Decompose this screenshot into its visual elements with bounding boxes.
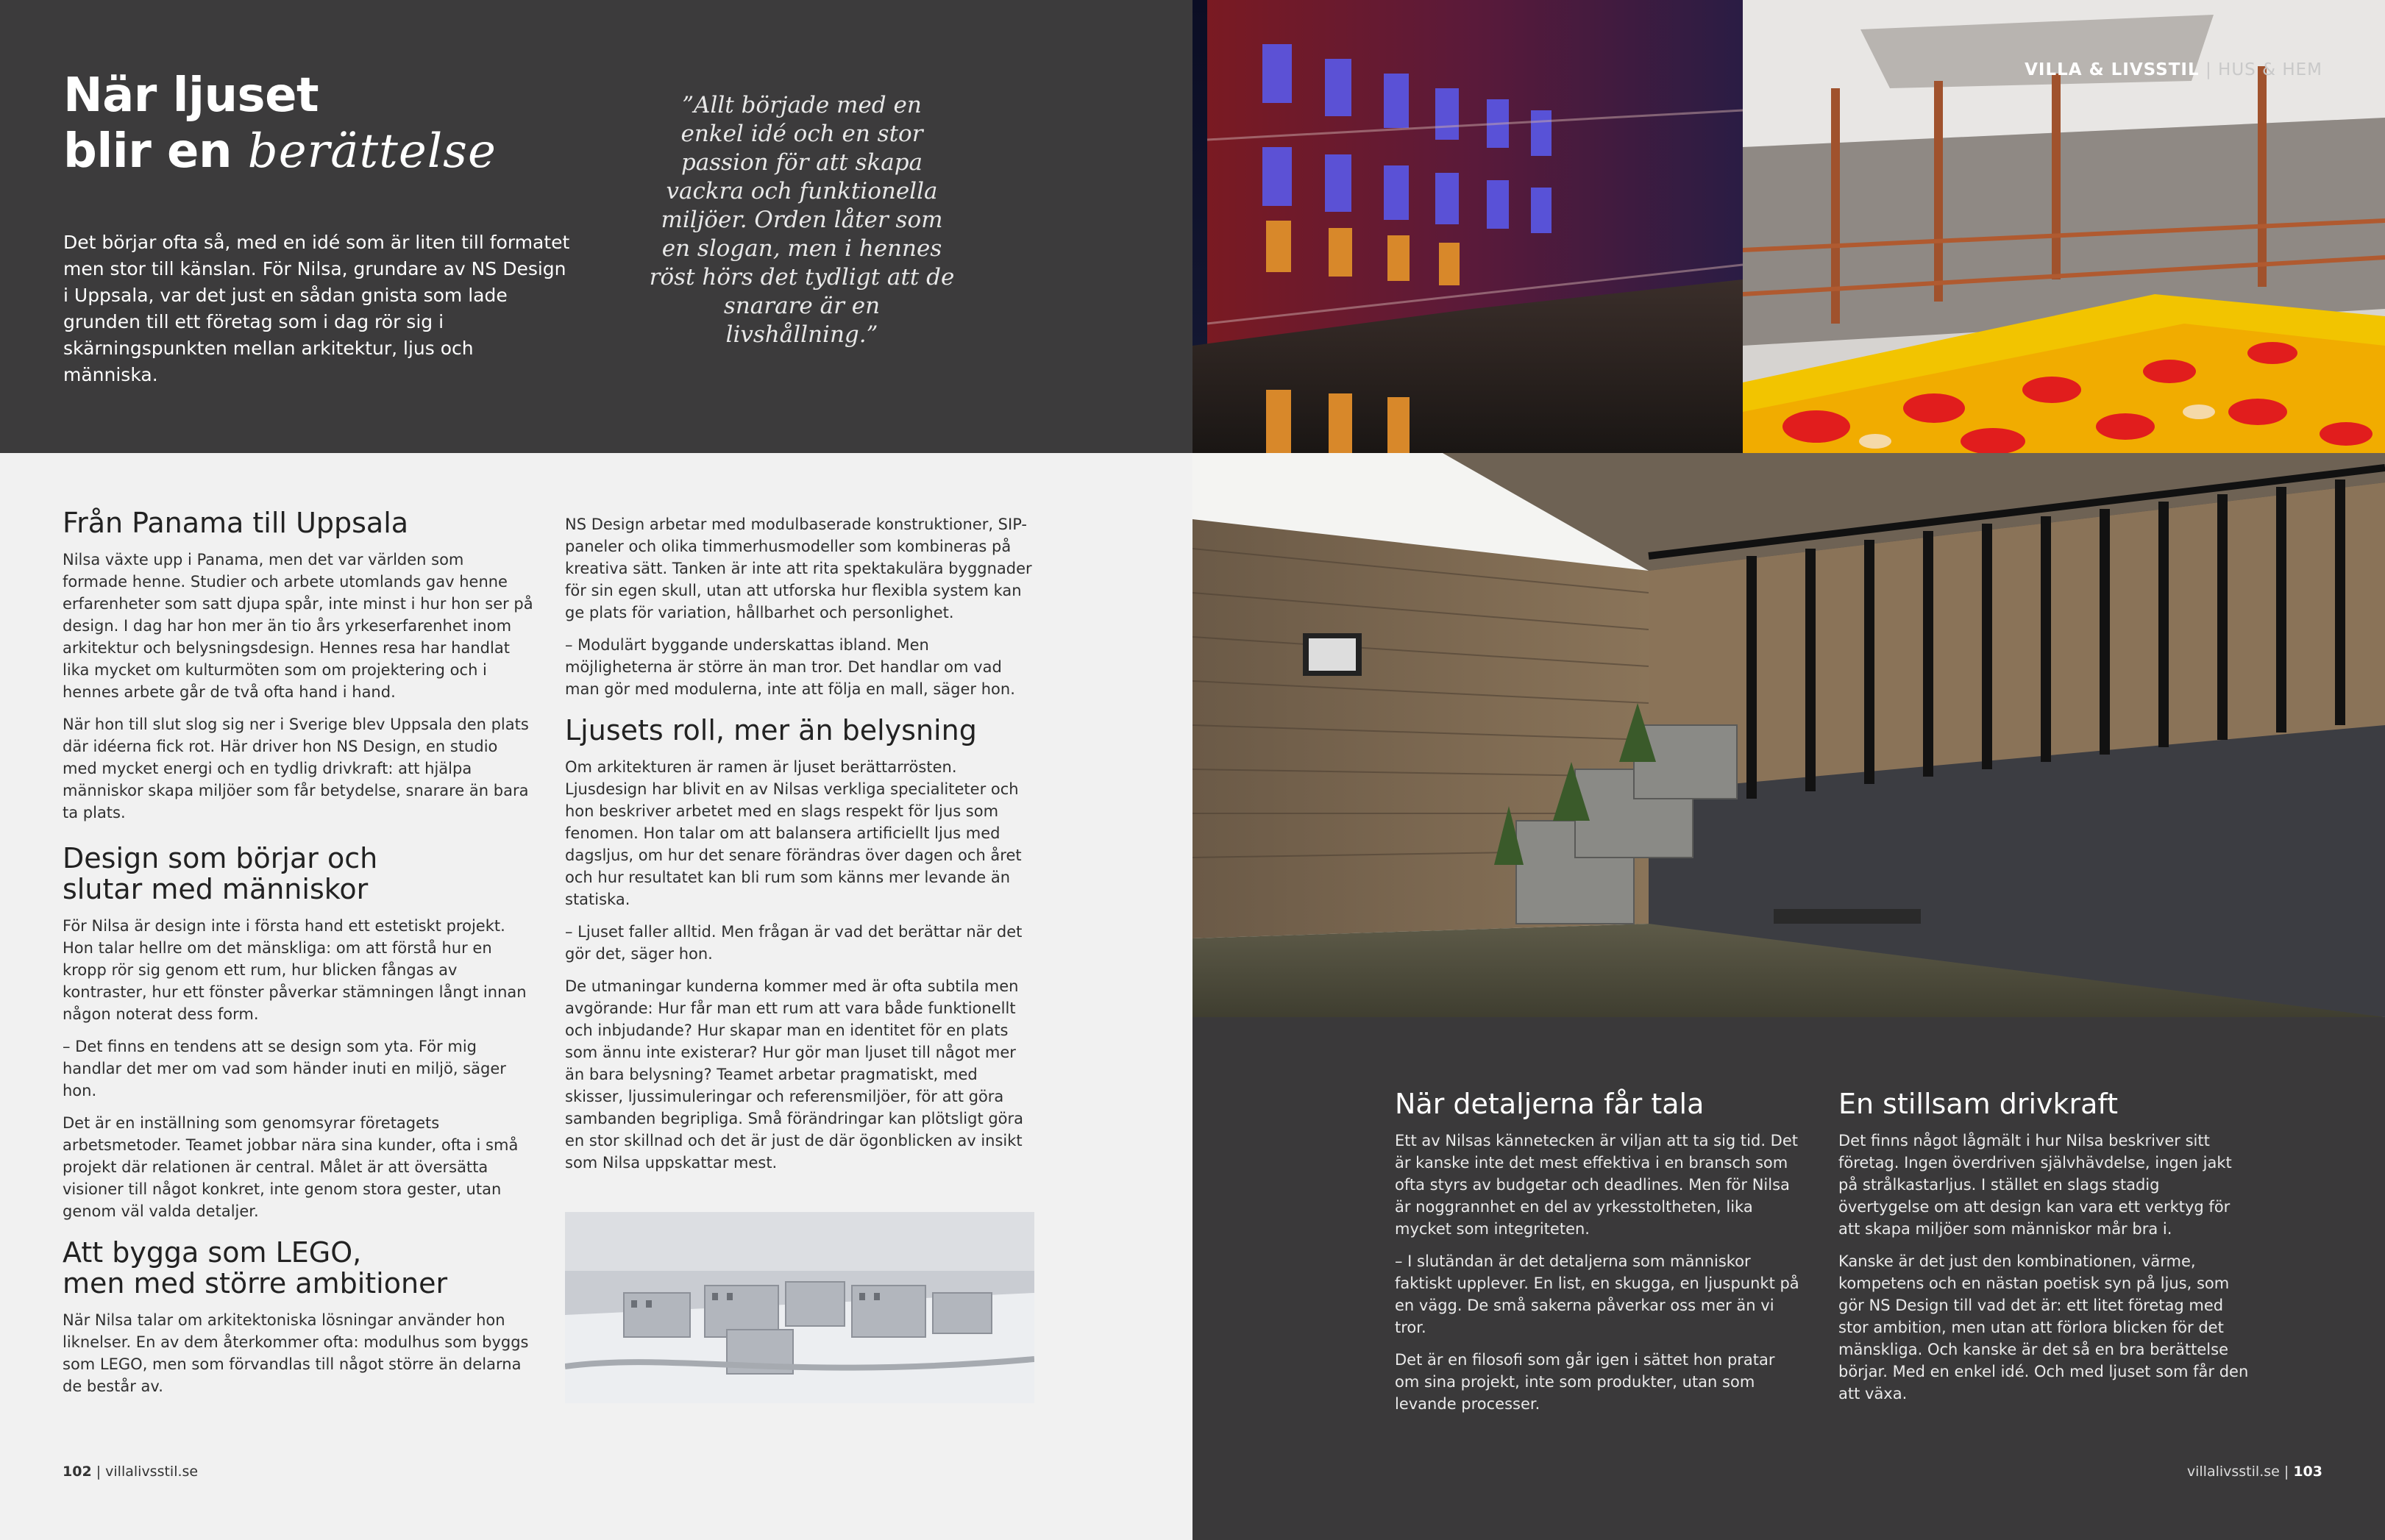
headline-line-1: När ljuset: [63, 68, 319, 123]
building-render-image: [1192, 453, 2385, 1017]
paragraph: De utmaningar kunderna kommer med är ofta subtila men avgörande: Hur får man ett rum att vara både funktionellt och inbjudande? Hur skapar man en identitet för en plats som ännu inte existerar? Hur gör man ljuset till något mer än bara belysning? Teamet arbetar pragmatiskt, med skisser, ljussimuleringar och referensmiljöer, för att göra sambanden begripliga. Små förändringar kan plötsligt göra en stor skillnad och det är just de där ögonblicken av insikt som Nilsa uppskattar mest.: [565, 977, 1024, 1172]
section-label-bold: VILLA & LIVSSTIL: [2025, 60, 2200, 79]
paragraph: För Nilsa är design inte i första hand ett estetiskt projekt. Hon talar hellre om det mänskliga: om att förstå hur en kropp rör sig genom ett rum, hur blicken fångas av kontraster, hur ett fönster påverkar stämningen långt innan någon noterat dess form.: [63, 917, 527, 1023]
headline: [63, 68, 497, 179]
headline-line-2: blir en berättelse: [63, 124, 497, 179]
paragraph: Om arkitekturen är ramen är ljuset berättarrösten. Ljusdesign har blivit en av Nilsas verkliga specialiteter och hon beskriver arbetet med en slags respekt för ljus som fenomen. Hon talar om att balansera artificiellt ljus med dagsljus, om hur det senare förändras över dagen och året och hur resultatet kan bli rum som känns mer levande än statiska.: [565, 758, 1022, 908]
heading-ljusets-roll: Ljusets roll, mer än belysning: [565, 714, 977, 746]
heading-drivkraft: En stillsam drivkraft: [1838, 1088, 2119, 1120]
page-number-right: 103: [2293, 1464, 2322, 1480]
paragraph: När hon till slut slog sig ner i Sverige blev Uppsala den plats där idéerna fick rot. Här driver hon NS Design, en studio med mycket energi och en tydlig drivkraft: att hjälpa människor skapa miljöer som får betydelse, snarare än bara ta plats.: [63, 716, 529, 821]
folio-separator-right: |: [2283, 1464, 2289, 1480]
quote-paragraph: – Modulärt byggande underskattas ibland. Men möjligheterna är större än man tror. Det handlar om vad man gör med modulerna, inte att följa en mall, säger hon.: [565, 636, 1015, 698]
intro-paragraph: Det börjar ofta så, med en idé som är liten till formatet men stor till känslan. För Nilsa, grundare av NS Design i Uppsala, var det just en sådan gnista som lade grunden till ett företag som i dag rör sig i skärningspunkten mellan arkitektur, ljus och människa.: [63, 232, 570, 385]
section-label-light: HUS & HEM: [2218, 60, 2322, 79]
paragraph: Det är en inställning som genomsyrar företagets arbetsmetoder. Teamet jobbar nära sina kunder, ofta i små projekt där relationen är central. Målet är att översätta visioner till något konkret, inte genom stora gester, utan genom väl valda detaljer.: [63, 1114, 519, 1220]
facade-night-photo: [1192, 0, 1743, 453]
paragraph: Ett av Nilsas kännetecken är viljan att ta sig tid. Det är kanske inte det mest effektiva i en bransch som ofta styrs av budgetar och deadlines. Men för Nilsa är noggrannhet en del av yrkesstoltheten, lika mycket som integriteten.: [1395, 1132, 1799, 1238]
site-url-right: villalivsstil.se: [2186, 1464, 2280, 1480]
quote-paragraph: – Ljuset faller alltid. Men frågan är vad det berättar när det gör det, säger hon.: [565, 923, 1023, 963]
pull-quote: ”Allt började med en enkel idé och en stor passion för att skapa vackra och funktionella miljöer. Orden låter som en slogan, men i hennes röst hörs det tydligt att de snarare är en livshållning.”: [649, 92, 955, 348]
heading-panama: Från Panama till Uppsala: [63, 507, 409, 539]
heading-design: Design som börjar och slutar med människor: [63, 842, 378, 905]
paragraph: Det finns något lågmält i hur Nilsa beskriver sitt företag. Ingen överdriven självhävdelse, ingen jakt på strålkastarljus. I stället en slags stadig övertygelse om att design kan vara ett verktyg för att skapa miljöer som människor mår bra i.: [1838, 1132, 2232, 1238]
headline-script-word: berättelse: [247, 124, 497, 179]
snowy-aerial-render-image: [565, 1212, 1034, 1403]
section-label-separator: |: [2205, 60, 2212, 79]
paragraph: När Nilsa talar om arkitektoniska lösningar använder hon liknelser. En av dem återkommer ofta: modulhus som byggs som LEGO, men som förvandlas till något större än delarna de består av.: [63, 1311, 529, 1395]
page-number-left: 102: [63, 1464, 92, 1480]
left-column-1: [63, 507, 533, 1408]
heading-lego: Att bygga som LEGO, men med större ambitioner: [63, 1236, 448, 1300]
paragraph: Nilsa växte upp i Panama, men det var världen som formade henne. Studier och arbete utomlands gav henne erfarenheter som satt djupa spår, inte minst i hur hon ser på design. I dag har hon mer än tio års yrkeserfarenhet inom arkitektur och belysningsdesign. Hennes resa har handlat lika mycket om kulturmöten som om projektering och i hennes arbete går de två ofta hand i hand.: [63, 551, 533, 701]
right-column-1: [1395, 1088, 1803, 1425]
paragraph: Det är en filosofi som går igen i sättet hon pratar om sina projekt, inte som produkter, utan som levande processer.: [1395, 1351, 1775, 1413]
site-url-left: villalivsstil.se: [105, 1464, 199, 1480]
folio-left: 102 | villalivsstil.se: [63, 1464, 199, 1480]
section-label: [2025, 60, 2322, 79]
quote-paragraph: – I slutändan är det detaljerna som människor faktiskt upplever. En list, en skugga, en ljuspunkt på en vägg. De små sakerna påverkar oss mer än vi tror.: [1395, 1252, 1799, 1336]
paragraph: NS Design arbetar med modulbaserade konstruktioner, SIP-paneler och olika timmerhusmodeller som kombineras på kreativa sätt. Tanken är inte att rita spektakulära byggnader för sin egen skull, utan att utforska hur flexibla system kan ge plats för variation, hållbarhet och personlighet.: [565, 516, 1032, 621]
right-column-2: [1838, 1088, 2250, 1415]
paragraph: Kanske är det just den kombinationen, värme, kompetens och en nästan poetisk syn på ljus, som gör NS Design till vad det är: ett litet företag med stor ambition, men utan att förlora blicken för det mänskliga. Och kanske är det så en bra berättelse börjar. Med en enkel idé. Och med ljuset som får den att växa.: [1838, 1252, 2249, 1402]
quote-paragraph: – Det finns en tendens att se design som yta. För mig handlar det mer om vad som händer inuti en miljö, säger hon.: [63, 1038, 506, 1099]
heading-detaljerna: När detaljerna får tala: [1395, 1088, 1705, 1120]
folio-right: [2187, 1464, 2322, 1480]
left-column-2: [565, 513, 1036, 1184]
